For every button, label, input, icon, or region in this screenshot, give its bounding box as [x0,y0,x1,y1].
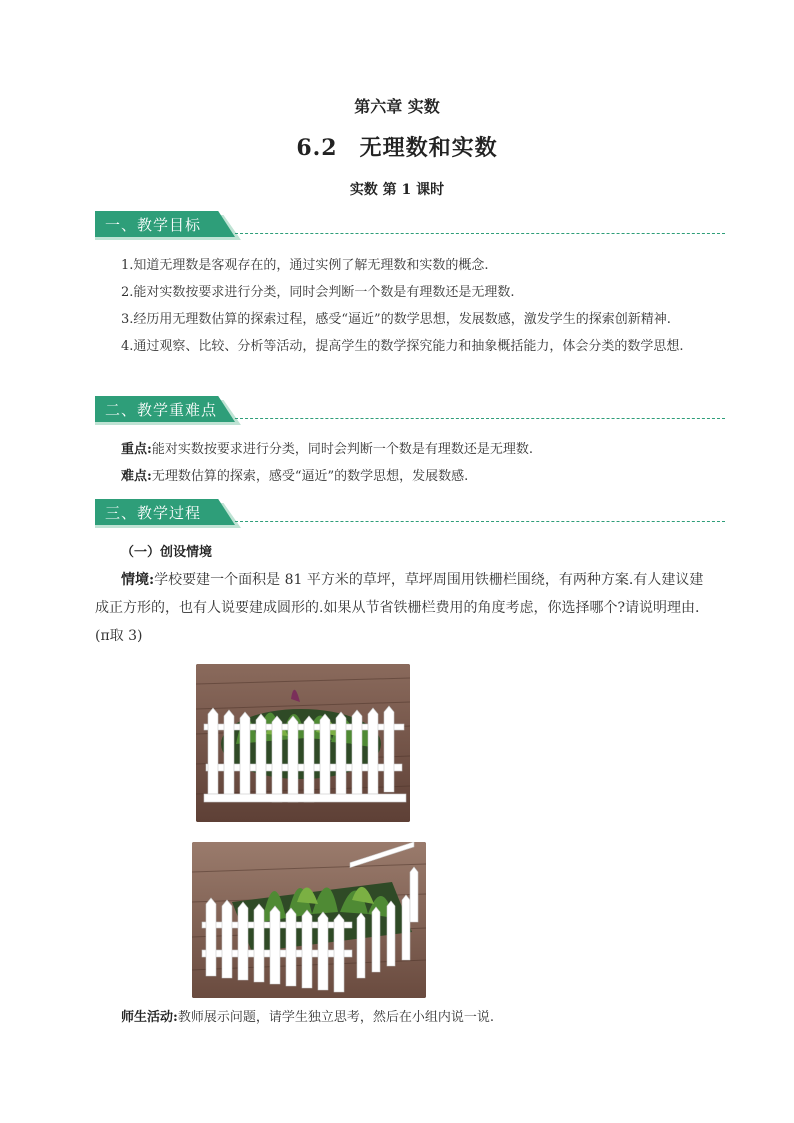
difficult-label: 难点: [121,469,152,484]
activity-text: 教师展示问题，请学生独立思考，然后在小组内说一说. [177,1010,494,1025]
subheading-text: （一）创设情境 [121,545,213,560]
dashed-divider [235,521,725,522]
round-fence-image [196,664,410,822]
lesson-title: 实数 第 1 课时 [349,182,445,198]
objective-1: 1.知道无理数是客观存在的，通过实例了解无理数和实数的概念. [121,258,489,273]
section-heading-objectives [95,211,725,239]
section-number: 6.2 [296,135,338,161]
scenario-label: 情境: [121,572,155,588]
activity-label: 师生活动: [121,1010,178,1025]
activity-paragraph [95,1005,705,1031]
heading-label: 一、教学目标 [105,216,202,234]
section-heading-key-points [95,396,725,424]
square-fence-photo [192,842,426,998]
objective-3: 3.经历用无理数估算的探索过程，感受“逼近”的数学思想，发展数感，激发学生的探索创新精神. [121,312,671,327]
round-fence-photo [196,664,410,822]
dashed-divider [235,418,725,419]
scenario-paragraph [95,566,707,650]
dashed-divider [235,233,725,234]
heading-label: 二、教学重难点 [105,401,218,419]
square-fence-image [192,842,426,998]
scenario-text: 学校要建一个面积是 81 平方米的草坪，草坪周围用铁栅栏围绕，有两种方案.有人建议建成正方形的，也有人说要建成圆形的.如果从节省铁栅栏费用的角度考虑，你选择哪个?请说明理由.(π取 3) [95,572,704,644]
section-heading-process [95,499,725,527]
difficult-text: 无理数估算的探索，感受“逼近”的数学思想，发展数感. [151,469,469,484]
chapter-title: 第六章 实数 [354,97,440,116]
process-subheading [95,540,705,566]
objective-2: 2.能对实数按要求进行分类，同时会判断一个数是有理数还是无理数. [121,285,515,300]
key-point [95,437,705,463]
section-name: 无理数和实数 [359,135,498,161]
key-text: 能对实数按要求进行分类，同时会判断一个数是有理数还是无理数. [151,442,533,457]
key-label: 重点: [121,442,152,457]
objective-4: 4.通过观察、比较、分析等活动，提高学生的数学探究能力和抽象概括能力，体会分类的数学思想. [121,339,684,354]
section-title [0,131,794,162]
heading-label: 三、教学过程 [105,504,202,522]
difficult-point [95,464,705,490]
